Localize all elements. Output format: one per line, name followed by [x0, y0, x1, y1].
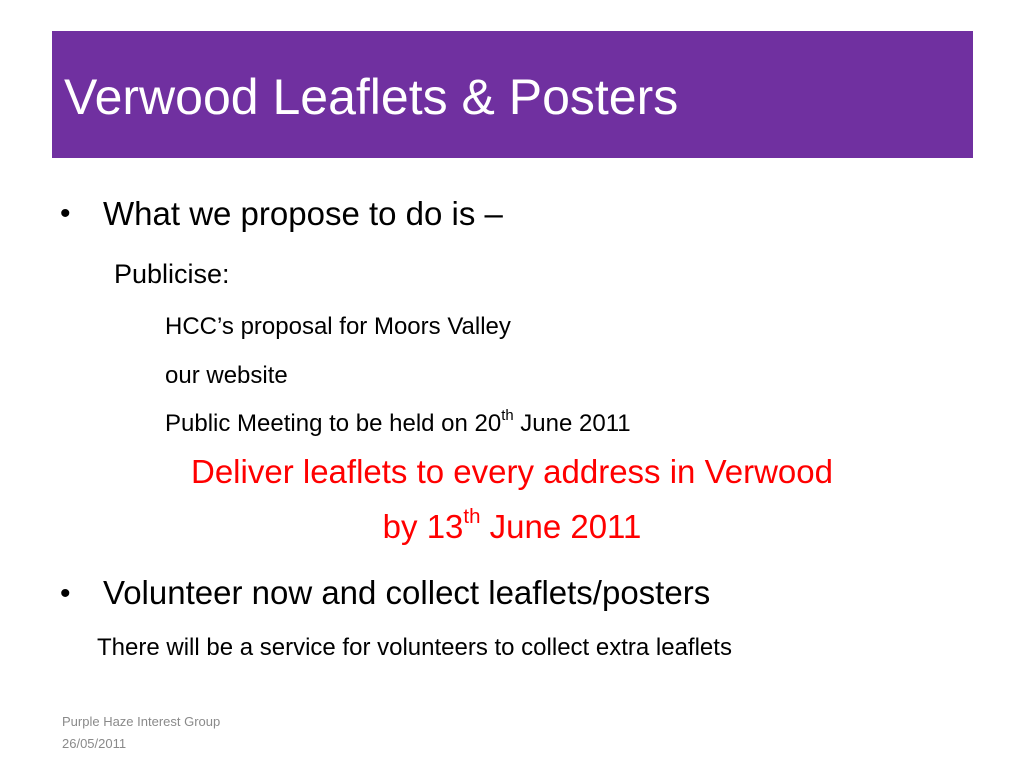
sub-item-service-note: There will be a service for volunteers to collect extra leaflets — [97, 634, 732, 661]
bullet-item-volunteer: Volunteer now and collect leaflets/posters — [103, 574, 711, 611]
public-meeting-date: June 2011 — [513, 410, 631, 437]
deadline-date: June 2011 — [480, 508, 642, 545]
slide-title: Verwood Leaflets & Posters — [64, 69, 679, 125]
deliver-leaflets-line: Deliver leaflets to every address in Verwood — [191, 453, 833, 490]
deliver-deadline-line — [0, 504, 1024, 547]
footer-org: Purple Haze Interest Group — [62, 714, 221, 729]
bullet-item-propose: What we propose to do is – — [103, 195, 503, 232]
deadline-ordinal: th — [463, 504, 481, 528]
sub-item-website: our website — [165, 362, 288, 389]
bullet-marker: • — [60, 577, 71, 610]
public-meeting-text: Public Meeting to be held on 20 — [165, 410, 502, 437]
sub-item-publicise: Publicise: — [114, 259, 230, 289]
deadline-text: by 13 — [382, 508, 464, 545]
bullet-marker: • — [60, 197, 71, 230]
sub-item-public-meeting — [165, 409, 631, 439]
footer-date: 26/05/2011 — [62, 736, 127, 751]
sub-item-hcc-proposal: HCC’s proposal for Moors Valley — [165, 313, 511, 340]
public-meeting-ordinal: th — [501, 407, 514, 424]
title-banner — [52, 31, 973, 158]
